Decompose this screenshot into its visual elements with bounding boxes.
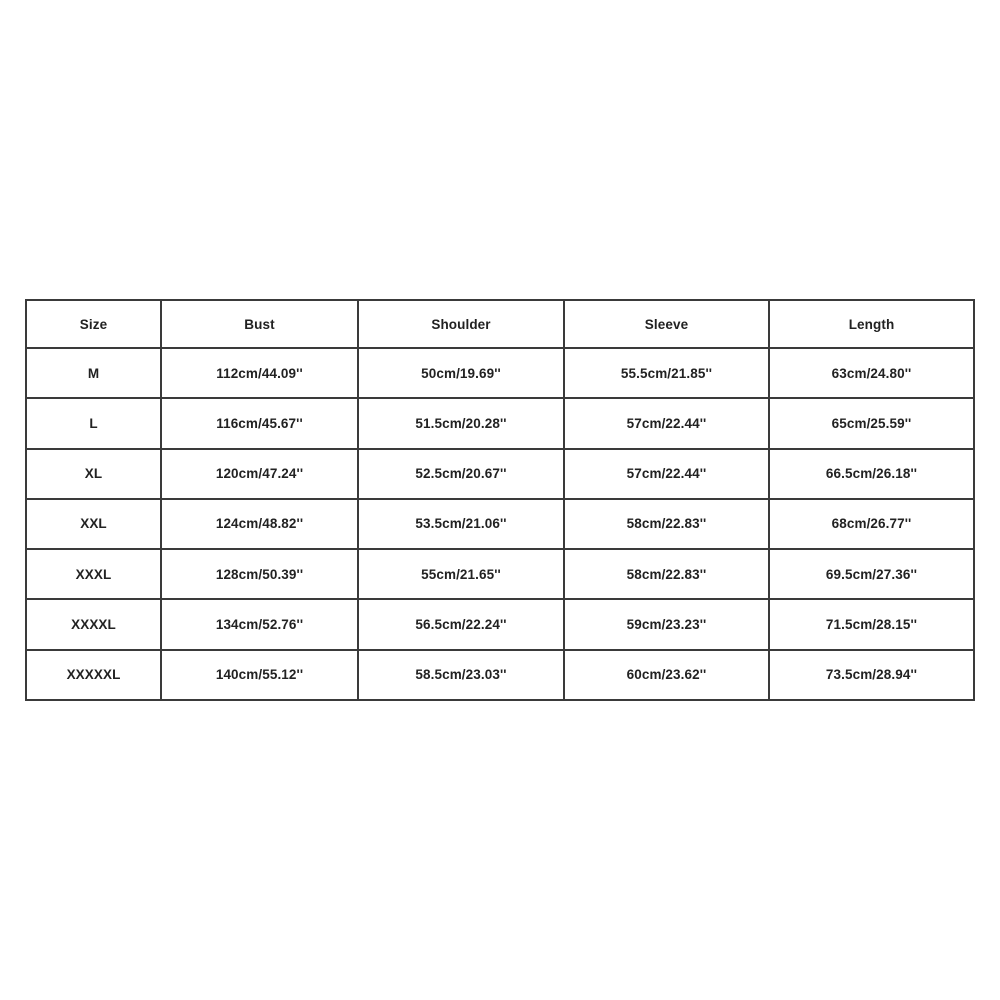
cell-sleeve: 59cm/23.23'' bbox=[564, 599, 769, 649]
table-row bbox=[26, 499, 974, 549]
cell-shoulder: 53.5cm/21.06'' bbox=[358, 499, 564, 549]
table-row bbox=[26, 549, 974, 599]
cell-bust: 134cm/52.76'' bbox=[161, 599, 358, 649]
header-length: Length bbox=[769, 300, 974, 348]
cell-shoulder: 56.5cm/22.24'' bbox=[358, 599, 564, 649]
cell-length: 71.5cm/28.15'' bbox=[769, 599, 974, 649]
cell-size: XL bbox=[26, 449, 161, 499]
cell-size: M bbox=[26, 348, 161, 398]
cell-shoulder: 50cm/19.69'' bbox=[358, 348, 564, 398]
cell-length: 66.5cm/26.18'' bbox=[769, 449, 974, 499]
header-bust: Bust bbox=[161, 300, 358, 348]
cell-size: XXXL bbox=[26, 549, 161, 599]
cell-bust: 112cm/44.09'' bbox=[161, 348, 358, 398]
cell-length: 63cm/24.80'' bbox=[769, 348, 974, 398]
cell-size: L bbox=[26, 398, 161, 448]
cell-shoulder: 55cm/21.65'' bbox=[358, 549, 564, 599]
cell-bust: 140cm/55.12'' bbox=[161, 650, 358, 700]
cell-bust: 124cm/48.82'' bbox=[161, 499, 358, 549]
cell-size: XXXXL bbox=[26, 599, 161, 649]
cell-length: 69.5cm/27.36'' bbox=[769, 549, 974, 599]
cell-sleeve: 58cm/22.83'' bbox=[564, 549, 769, 599]
table-row bbox=[26, 599, 974, 649]
table-header-row bbox=[26, 300, 974, 348]
table-row bbox=[26, 348, 974, 398]
cell-sleeve: 58cm/22.83'' bbox=[564, 499, 769, 549]
cell-sleeve: 57cm/22.44'' bbox=[564, 398, 769, 448]
cell-size: XXXXXL bbox=[26, 650, 161, 700]
cell-shoulder: 51.5cm/20.28'' bbox=[358, 398, 564, 448]
cell-bust: 128cm/50.39'' bbox=[161, 549, 358, 599]
cell-length: 68cm/26.77'' bbox=[769, 499, 974, 549]
cell-sleeve: 57cm/22.44'' bbox=[564, 449, 769, 499]
size-chart-table bbox=[25, 299, 975, 701]
cell-sleeve: 55.5cm/21.85'' bbox=[564, 348, 769, 398]
header-shoulder: Shoulder bbox=[358, 300, 564, 348]
cell-length: 65cm/25.59'' bbox=[769, 398, 974, 448]
header-sleeve: Sleeve bbox=[564, 300, 769, 348]
cell-length: 73.5cm/28.94'' bbox=[769, 650, 974, 700]
table-row bbox=[26, 650, 974, 700]
cell-size: XXL bbox=[26, 499, 161, 549]
header-size: Size bbox=[26, 300, 161, 348]
cell-bust: 116cm/45.67'' bbox=[161, 398, 358, 448]
cell-shoulder: 58.5cm/23.03'' bbox=[358, 650, 564, 700]
cell-sleeve: 60cm/23.62'' bbox=[564, 650, 769, 700]
table-row bbox=[26, 398, 974, 448]
cell-shoulder: 52.5cm/20.67'' bbox=[358, 449, 564, 499]
table-row bbox=[26, 449, 974, 499]
cell-bust: 120cm/47.24'' bbox=[161, 449, 358, 499]
